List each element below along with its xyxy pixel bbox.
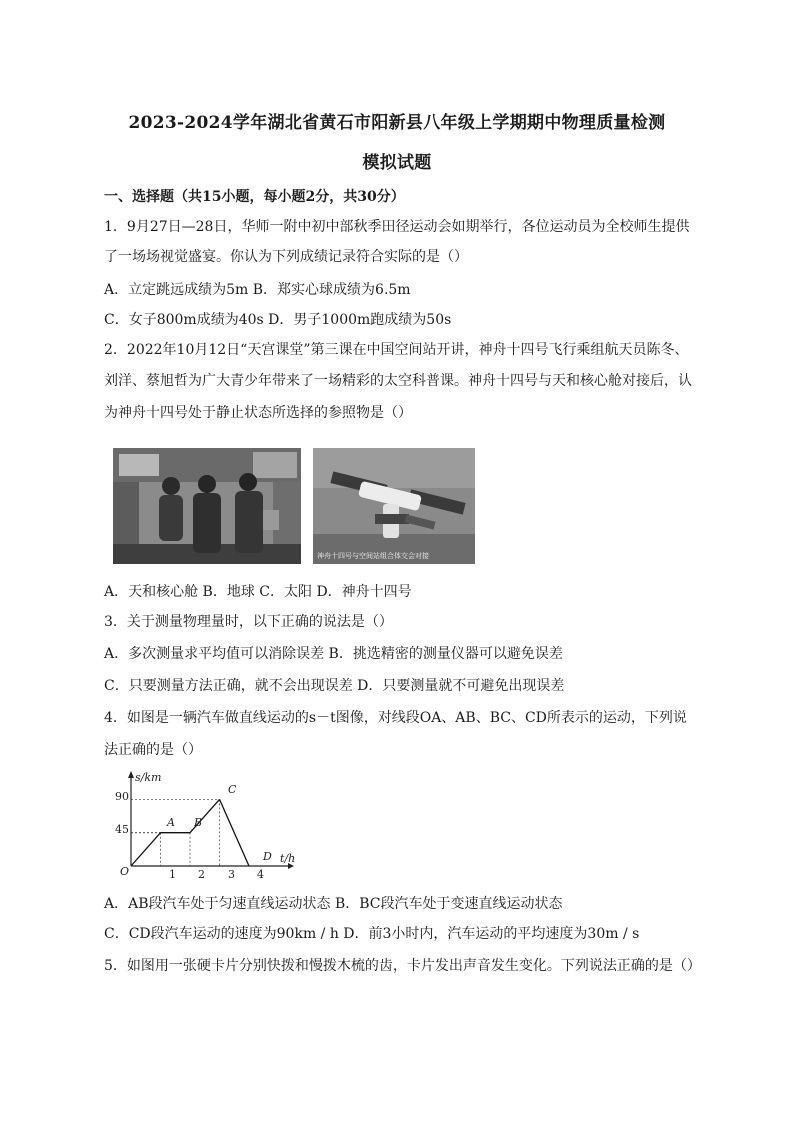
q1-options-line1: A．立定跳远成绩为5m B．郑实心球成绩为6.5m <box>104 282 411 298</box>
q1-stem-line2: 了一场场视觉盛宴。你认为下列成绩记录符合实际的是（） <box>104 249 468 265</box>
q2-options-line1: A．天和核心舱 B．地球 C．太阳 D．神舟十四号 <box>104 584 412 600</box>
space-station-caption: 神舟十四号与空间站组合体交会对接 <box>317 552 429 560</box>
q2-stem-line2: 刘洋、蔡旭哲为广大青少年带来了一场精彩的太空科普课。神舟十四号与天和核心舱对接后，认 <box>104 373 692 389</box>
q1-stem-line1: 1．9月27日—28日，华师一附中初中部秋季田径运动会如期举行，各位运动员为全校师生提供 <box>104 219 690 235</box>
q1-options-line2: C．女子800m成绩为40s D．男子1000m跑成绩为50s <box>104 312 452 328</box>
q4-stem-line1: 4．如图是一辆汽车做直线运动的s－t图像，对线段OA、AB、BC、CD所表示的运动，下列说 <box>104 710 687 726</box>
point-label-a: A <box>167 816 175 829</box>
q4-options-line1: A．AB段汽车处于匀速直线运动状态 B．BC段汽车处于变速直线运动状态 <box>104 896 563 912</box>
y-axis-arrow <box>128 771 134 778</box>
q4-stem-line2: 法正确的是（） <box>104 742 202 758</box>
q3-stem-line1: 3．关于测量物理量时，以下正确的说法是（） <box>104 614 393 630</box>
segment-oa <box>131 833 161 866</box>
x-tick-2: 2 <box>198 868 205 880</box>
x-tick-4: 4 <box>257 868 264 880</box>
y-tick-45: 45 <box>115 823 129 836</box>
astronauts-photo <box>113 448 301 564</box>
q3-options-line1: A．多次测量求平均值可以消除误差 B．挑选精密的测量仪器可以避免误差 <box>104 646 563 662</box>
exam-subtitle: 模拟试题 <box>362 153 432 173</box>
y-axis-label: s/km <box>135 771 162 784</box>
section-heading: 一、选择题（共15小题，每小题2分，共30分） <box>104 189 405 205</box>
point-label-b: B <box>194 816 203 829</box>
q4-options-line2: C．CD段汽车运动的速度为90km / h D．前3小时内，汽车运动的平均速度为30m / s <box>104 926 640 942</box>
q2-stem-line3: 为神舟十四号处于静止状态所选择的参照物是（） <box>104 405 412 421</box>
x-tick-3: 3 <box>228 868 235 880</box>
exam-title: 2023-2024学年湖北省黄石市阳新县八年级上学期期中物理质量检测 <box>128 113 666 133</box>
x-tick-1: 1 <box>169 868 176 880</box>
y-tick-90: 90 <box>115 790 129 803</box>
point-label-c: C <box>228 783 237 796</box>
segment-cd <box>220 799 250 866</box>
space-station-photo <box>313 448 475 564</box>
q3-options-line2: C．只要测量方法正确，就不会出现误差 D．只要测量就不可避免出现误差 <box>104 678 565 694</box>
q2-stem-line1: 2．2022年10月12日“天宫课堂”第三课在中国空间站开讲，神舟十四号飞行乘组航天员陈冬、 <box>104 342 689 358</box>
x-axis-label: t/h <box>280 852 296 865</box>
s-t-graph <box>112 768 302 880</box>
origin-label: O <box>120 865 130 878</box>
point-label-d: D <box>263 850 272 863</box>
q5-stem-line1: 5．如图用一张硬卡片分别快拨和慢拨木梳的齿，卡片发出声音发生变化。下列说法正确的是（） <box>104 958 701 974</box>
